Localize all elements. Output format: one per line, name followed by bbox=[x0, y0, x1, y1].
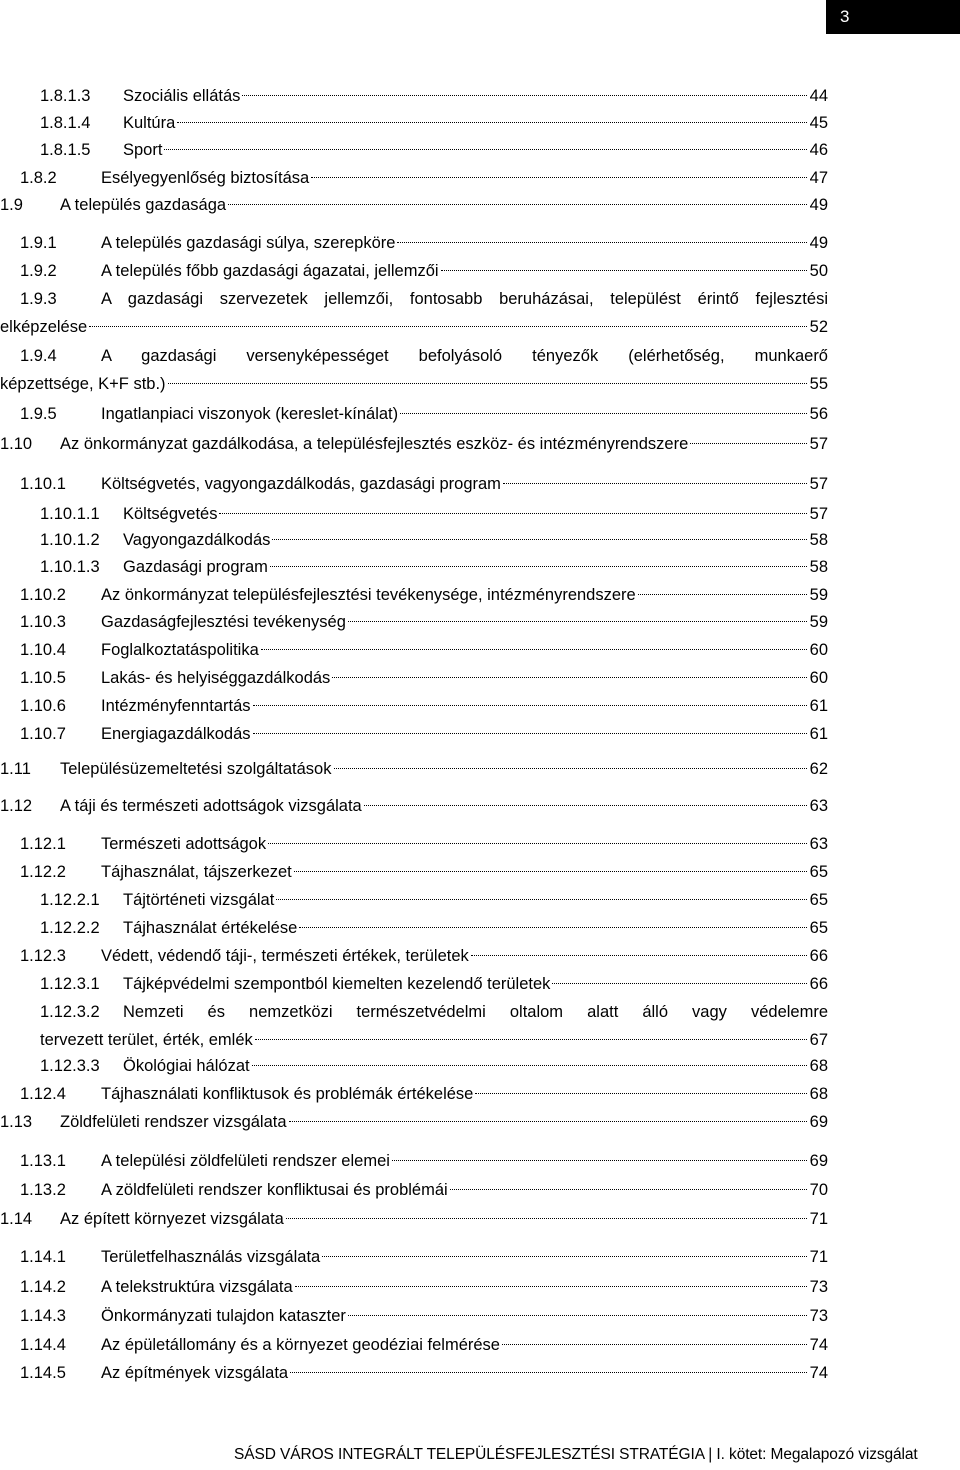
toc-entry-page: 49 bbox=[809, 234, 828, 252]
toc-entry-title: Foglalkoztatáspolitika bbox=[101, 641, 259, 659]
toc-entry[interactable] bbox=[0, 402, 828, 426]
dot-leader bbox=[276, 899, 806, 900]
dot-leader bbox=[400, 413, 807, 414]
toc-entry[interactable] bbox=[0, 138, 828, 162]
toc-entry-title: Költségvetés bbox=[123, 505, 218, 523]
toc-entry-title: Az építmények vizsgálata bbox=[101, 1364, 289, 1382]
dot-leader bbox=[334, 768, 807, 769]
toc-entry-number: 1.10 bbox=[0, 435, 33, 453]
toc-entry-title: Vagyongazdálkodás bbox=[123, 531, 271, 549]
toc-entry-number: 1.12.3.2 bbox=[40, 1003, 100, 1021]
toc-entry-title: A gazdasági szervezetek jellemzői, fontosabb beruházásai, települést érintő fejlesztési bbox=[101, 290, 828, 308]
toc-entry-title: Ingatlanpiaci viszonyok (kereslet-kínálat) bbox=[101, 405, 399, 423]
toc-entry-number: 1.9.2 bbox=[20, 262, 57, 280]
toc-entry-page: 46 bbox=[809, 141, 828, 159]
toc-entry[interactable] bbox=[0, 610, 828, 634]
toc-entry-page: 60 bbox=[809, 669, 828, 687]
dot-leader bbox=[295, 1286, 807, 1287]
toc-entry-page: 74 bbox=[809, 1364, 828, 1382]
toc-entry[interactable] bbox=[0, 1245, 828, 1269]
toc-entry-title: Lakás- és helyiséggazdálkodás bbox=[101, 669, 331, 687]
page-footer: SÁSD VÁROS INTEGRÁLT TELEPÜLÉSFEJLESZTÉSI STRATÉGIA | I. kötet: Megalapozó vizsgálat bbox=[234, 1446, 918, 1463]
toc-entry[interactable] bbox=[0, 1054, 828, 1078]
toc-entry-title: Kultúra bbox=[123, 114, 176, 132]
toc-entry-page: 44 bbox=[809, 87, 828, 105]
toc-entry[interactable] bbox=[0, 722, 828, 746]
dot-leader bbox=[502, 1344, 807, 1345]
toc-entry-number: 1.13 bbox=[0, 1113, 33, 1131]
toc-entry-title: Nemzeti és nemzetközi természetvédelmi oltalom alatt álló vagy védelemre bbox=[123, 1003, 828, 1021]
toc-entry[interactable] bbox=[0, 111, 828, 135]
toc-entry[interactable] bbox=[0, 888, 828, 912]
toc-entry[interactable] bbox=[0, 666, 828, 690]
toc-entry[interactable] bbox=[0, 555, 828, 579]
toc-entry-page: 47 bbox=[809, 169, 828, 187]
toc-entry-number: 1.14 bbox=[0, 1210, 33, 1228]
toc-entry-title: Településüzemeltetési szolgáltatások bbox=[60, 760, 332, 778]
toc-entry[interactable] bbox=[0, 1110, 828, 1134]
toc-entry-number: 1.14.3 bbox=[20, 1307, 66, 1325]
toc-entry-page: 65 bbox=[809, 891, 828, 909]
toc-entry-page: 69 bbox=[809, 1152, 828, 1170]
dot-leader bbox=[177, 122, 806, 123]
toc-entry-title: Sport bbox=[123, 141, 163, 159]
toc-entry-title: A települési zöldfelületi rendszer elemei bbox=[101, 1152, 390, 1170]
toc-entry[interactable] bbox=[0, 1178, 828, 1202]
toc-entry-number: 1.12.3.1 bbox=[40, 975, 100, 993]
toc-entry-number: 1.10.3 bbox=[20, 613, 66, 631]
dot-leader bbox=[286, 1218, 807, 1219]
toc-entry-number: 1.9.5 bbox=[20, 405, 57, 423]
toc-entry-number: 1.11 bbox=[0, 760, 31, 778]
toc-entry[interactable] bbox=[0, 1149, 828, 1173]
toc-entry-page: 68 bbox=[809, 1057, 828, 1075]
toc-entry-title: Gazdaságfejlesztési tevékenység bbox=[101, 613, 346, 631]
toc-entry-number: 1.13.1 bbox=[20, 1152, 66, 1170]
toc-entry-title: Költségvetés, vagyongazdálkodás, gazdasági program bbox=[101, 475, 501, 493]
toc-entry-title: Az önkormányzat gazdálkodása, a településfejlesztés eszköz- és intézményrendszere bbox=[60, 435, 689, 453]
dot-leader bbox=[475, 1093, 806, 1094]
toc-entry-page: 68 bbox=[809, 1085, 828, 1103]
toc-entry-title: Területfelhasználás vizsgálata bbox=[101, 1248, 321, 1266]
toc-entry-page: 74 bbox=[809, 1336, 828, 1354]
toc-entry-title: Tájhasználat értékelése bbox=[123, 919, 298, 937]
toc-entry-title-continuation: elképzelése bbox=[0, 318, 88, 336]
dot-leader bbox=[503, 483, 807, 484]
dot-leader bbox=[255, 1039, 807, 1040]
toc-entry-title: Esélyegyenlőség biztosítása bbox=[101, 169, 310, 187]
toc-entry-page: 66 bbox=[809, 947, 828, 965]
dot-leader bbox=[253, 705, 807, 706]
toc-entry-title: Önkormányzati tulajdon kataszter bbox=[101, 1307, 346, 1325]
toc-entry-number: 1.10.1 bbox=[20, 475, 66, 493]
toc-entry-page: 59 bbox=[809, 613, 828, 631]
toc-entry-page: 70 bbox=[809, 1181, 828, 1199]
toc-entry-number: 1.12.4 bbox=[20, 1085, 66, 1103]
dot-leader bbox=[261, 649, 807, 650]
toc-entry[interactable] bbox=[0, 1361, 828, 1385]
toc-entry[interactable] bbox=[0, 84, 828, 108]
toc-entry-title: A település gazdasága bbox=[60, 196, 227, 214]
toc-entry-number: 1.10.7 bbox=[20, 725, 66, 743]
toc-entry[interactable] bbox=[0, 638, 828, 662]
toc-entry[interactable] bbox=[0, 1082, 828, 1106]
toc-entry-number: 1.10.4 bbox=[20, 641, 66, 659]
toc-entry-title: Védett, védendő táji-, természeti értékek, területek bbox=[101, 947, 469, 965]
dot-leader bbox=[228, 204, 807, 205]
dot-leader bbox=[364, 805, 807, 806]
toc-entry-title-continuation: tervezett terület, érték, emlék bbox=[40, 1031, 253, 1049]
page-number-badge bbox=[826, 0, 960, 34]
toc-entry-page: 61 bbox=[809, 697, 828, 715]
toc-entry[interactable] bbox=[0, 972, 828, 996]
dot-leader bbox=[252, 1065, 807, 1066]
toc-entry[interactable] bbox=[0, 502, 828, 526]
dot-leader bbox=[322, 1256, 806, 1257]
toc-entry-page: 52 bbox=[809, 318, 828, 336]
toc-entry[interactable] bbox=[0, 944, 828, 968]
toc-entry-title: Zöldfelületi rendszer vizsgálata bbox=[60, 1113, 287, 1131]
toc-entry-page: 57 bbox=[809, 475, 828, 493]
toc-entry[interactable] bbox=[0, 794, 828, 818]
toc-entry-page: 58 bbox=[809, 558, 828, 576]
toc-entry-number: 1.12.2 bbox=[20, 863, 66, 881]
toc-entry-number: 1.14.1 bbox=[20, 1248, 66, 1266]
toc-entry-number: 1.12.2.2 bbox=[40, 919, 100, 937]
toc-entry-title: Az épített környezet vizsgálata bbox=[60, 1210, 284, 1228]
dot-leader bbox=[471, 955, 807, 956]
toc-entry[interactable] bbox=[0, 259, 828, 283]
toc-entry-number: 1.8.1.5 bbox=[40, 141, 91, 159]
dot-leader bbox=[219, 513, 806, 514]
dot-leader bbox=[289, 1121, 807, 1122]
toc-entry-page: 57 bbox=[809, 435, 828, 453]
toc-entry-page: 69 bbox=[809, 1113, 828, 1131]
toc-entry[interactable] bbox=[0, 432, 828, 456]
toc-entry[interactable] bbox=[0, 166, 828, 190]
page-number: 3 bbox=[840, 7, 850, 26]
toc-entry-page: 58 bbox=[809, 531, 828, 549]
toc-entry[interactable] bbox=[0, 1207, 828, 1231]
toc-entry-number: 1.10.1.3 bbox=[40, 558, 100, 576]
toc-entry-title-continuation: képzettsége, K+F stb.) bbox=[0, 375, 166, 393]
toc-entry-title: A település gazdasági súlya, szerepköre bbox=[101, 234, 396, 252]
toc-entry-title: A táji és természeti adottságok vizsgálata bbox=[60, 797, 362, 815]
toc-entry-number: 1.10.1.1 bbox=[40, 505, 100, 523]
toc-entry-page: 56 bbox=[809, 405, 828, 423]
toc-entry-number: 1.9 bbox=[0, 196, 23, 214]
dot-leader bbox=[89, 326, 807, 327]
dot-leader bbox=[397, 242, 806, 243]
toc-entry-number: 1.12.2.1 bbox=[40, 891, 100, 909]
toc-entry[interactable] bbox=[0, 1000, 828, 1049]
dot-leader bbox=[253, 733, 807, 734]
toc-entry-title: A gazdasági versenyképességet befolyásoló tényezők (elérhetőség, munkaerő bbox=[101, 347, 828, 365]
toc-entry-page: 59 bbox=[809, 586, 828, 604]
toc-entry-page: 61 bbox=[809, 725, 828, 743]
toc-entry-number: 1.10.2 bbox=[20, 586, 66, 604]
dot-leader bbox=[168, 383, 807, 384]
toc-entry-number: 1.12.3.3 bbox=[40, 1057, 100, 1075]
toc-entry-number: 1.12 bbox=[0, 797, 33, 815]
toc-entry-number: 1.10.5 bbox=[20, 669, 66, 687]
toc-entry-number: 1.14.4 bbox=[20, 1336, 66, 1354]
dot-leader bbox=[272, 539, 806, 540]
dot-leader bbox=[164, 149, 806, 150]
toc-entry[interactable] bbox=[0, 193, 828, 217]
dot-leader bbox=[311, 177, 806, 178]
toc-entry[interactable] bbox=[0, 832, 828, 856]
dot-leader bbox=[294, 871, 807, 872]
toc-entry-number: 1.12.3 bbox=[20, 947, 66, 965]
dot-leader bbox=[348, 621, 807, 622]
dot-leader bbox=[690, 443, 806, 444]
toc-entry[interactable] bbox=[0, 472, 828, 496]
toc-entry-number: 1.9.4 bbox=[20, 347, 57, 365]
dot-leader bbox=[638, 594, 807, 595]
toc-entry-number: 1.10.6 bbox=[20, 697, 66, 715]
dot-leader bbox=[332, 677, 806, 678]
toc-entry-page: 60 bbox=[809, 641, 828, 659]
toc-entry-page: 55 bbox=[809, 375, 828, 393]
toc-entry-page: 71 bbox=[809, 1248, 828, 1266]
toc-entry-page: 57 bbox=[809, 505, 828, 523]
toc-entry-title: A telekstruktúra vizsgálata bbox=[101, 1278, 293, 1296]
dot-leader bbox=[268, 843, 807, 844]
toc-entry-title: A település főbb gazdasági ágazatai, jellemzői bbox=[101, 262, 439, 280]
toc-entry-page: 66 bbox=[809, 975, 828, 993]
toc-entry-page: 73 bbox=[809, 1278, 828, 1296]
toc-entry-title: Energiagazdálkodás bbox=[101, 725, 251, 743]
toc-entry-title: Az önkormányzat településfejlesztési tevékenysége, intézményrendszere bbox=[101, 586, 636, 604]
toc-entry-title: Tájképvédelmi szempontból kiemelten kezelendő területek bbox=[123, 975, 551, 993]
toc-entry-page: 71 bbox=[809, 1210, 828, 1228]
toc-entry[interactable] bbox=[0, 1333, 828, 1357]
toc-entry[interactable] bbox=[0, 231, 828, 255]
toc-entry[interactable] bbox=[0, 583, 828, 607]
toc-entry-title: A zöldfelületi rendszer konfliktusai és problémái bbox=[101, 1181, 448, 1199]
toc-entry-page: 65 bbox=[809, 919, 828, 937]
toc-entry-number: 1.8.1.3 bbox=[40, 87, 91, 105]
toc-entry[interactable] bbox=[0, 1304, 828, 1328]
toc-entry-number: 1.12.1 bbox=[20, 835, 66, 853]
dot-leader bbox=[270, 566, 807, 567]
toc-entry-page: 67 bbox=[809, 1031, 828, 1049]
toc-entry-page: 65 bbox=[809, 863, 828, 881]
toc-entry-number: 1.13.2 bbox=[20, 1181, 66, 1199]
toc-entry-page: 50 bbox=[809, 262, 828, 280]
toc-entry-page: 45 bbox=[809, 114, 828, 132]
toc-entry-page: 49 bbox=[809, 196, 828, 214]
toc-entry-number: 1.9.3 bbox=[20, 290, 57, 308]
toc-entry-title: Tájtörténeti vizsgálat bbox=[123, 891, 275, 909]
toc-entry[interactable] bbox=[0, 757, 828, 781]
toc-entry-number: 1.9.1 bbox=[20, 234, 57, 252]
dot-leader bbox=[290, 1372, 807, 1373]
toc-entry-title: Intézményfenntartás bbox=[101, 697, 251, 715]
toc-entry[interactable] bbox=[0, 287, 828, 336]
toc-entry-title: Szociális ellátás bbox=[123, 87, 241, 105]
dot-leader bbox=[441, 270, 807, 271]
toc-entry-number: 1.8.2 bbox=[20, 169, 57, 187]
dot-leader bbox=[348, 1315, 807, 1316]
toc-entry-title: Ökológiai hálózat bbox=[123, 1057, 250, 1075]
dot-leader bbox=[450, 1189, 807, 1190]
toc-entry-page: 62 bbox=[809, 760, 828, 778]
toc-entry-number: 1.14.2 bbox=[20, 1278, 66, 1296]
toc-entry[interactable] bbox=[0, 344, 828, 393]
toc-entry-title: Gazdasági program bbox=[123, 558, 268, 576]
toc-entry-title: Tájhasználat, tájszerkezet bbox=[101, 863, 292, 881]
dot-leader bbox=[392, 1160, 807, 1161]
toc-entry[interactable] bbox=[0, 528, 828, 552]
toc-entry[interactable] bbox=[0, 916, 828, 940]
toc-entry-title: Tájhasználati konfliktusok és problémák értékelése bbox=[101, 1085, 474, 1103]
toc-entry-number: 1.8.1.4 bbox=[40, 114, 91, 132]
toc-entry-number: 1.14.5 bbox=[20, 1364, 66, 1382]
dot-leader bbox=[552, 983, 806, 984]
toc-entry-title: Az épületállomány és a környezet geodéziai felmérése bbox=[101, 1336, 500, 1354]
toc-entry-title: Természeti adottságok bbox=[101, 835, 267, 853]
toc-entry-number: 1.10.1.2 bbox=[40, 531, 100, 549]
dot-leader bbox=[299, 927, 806, 928]
toc-entry-page: 63 bbox=[809, 797, 828, 815]
toc-entry-page: 63 bbox=[809, 835, 828, 853]
toc-entry-page: 73 bbox=[809, 1307, 828, 1325]
dot-leader bbox=[242, 95, 806, 96]
toc-entry[interactable] bbox=[0, 694, 828, 718]
toc-entry[interactable] bbox=[0, 1275, 828, 1299]
toc-entry[interactable] bbox=[0, 860, 828, 884]
